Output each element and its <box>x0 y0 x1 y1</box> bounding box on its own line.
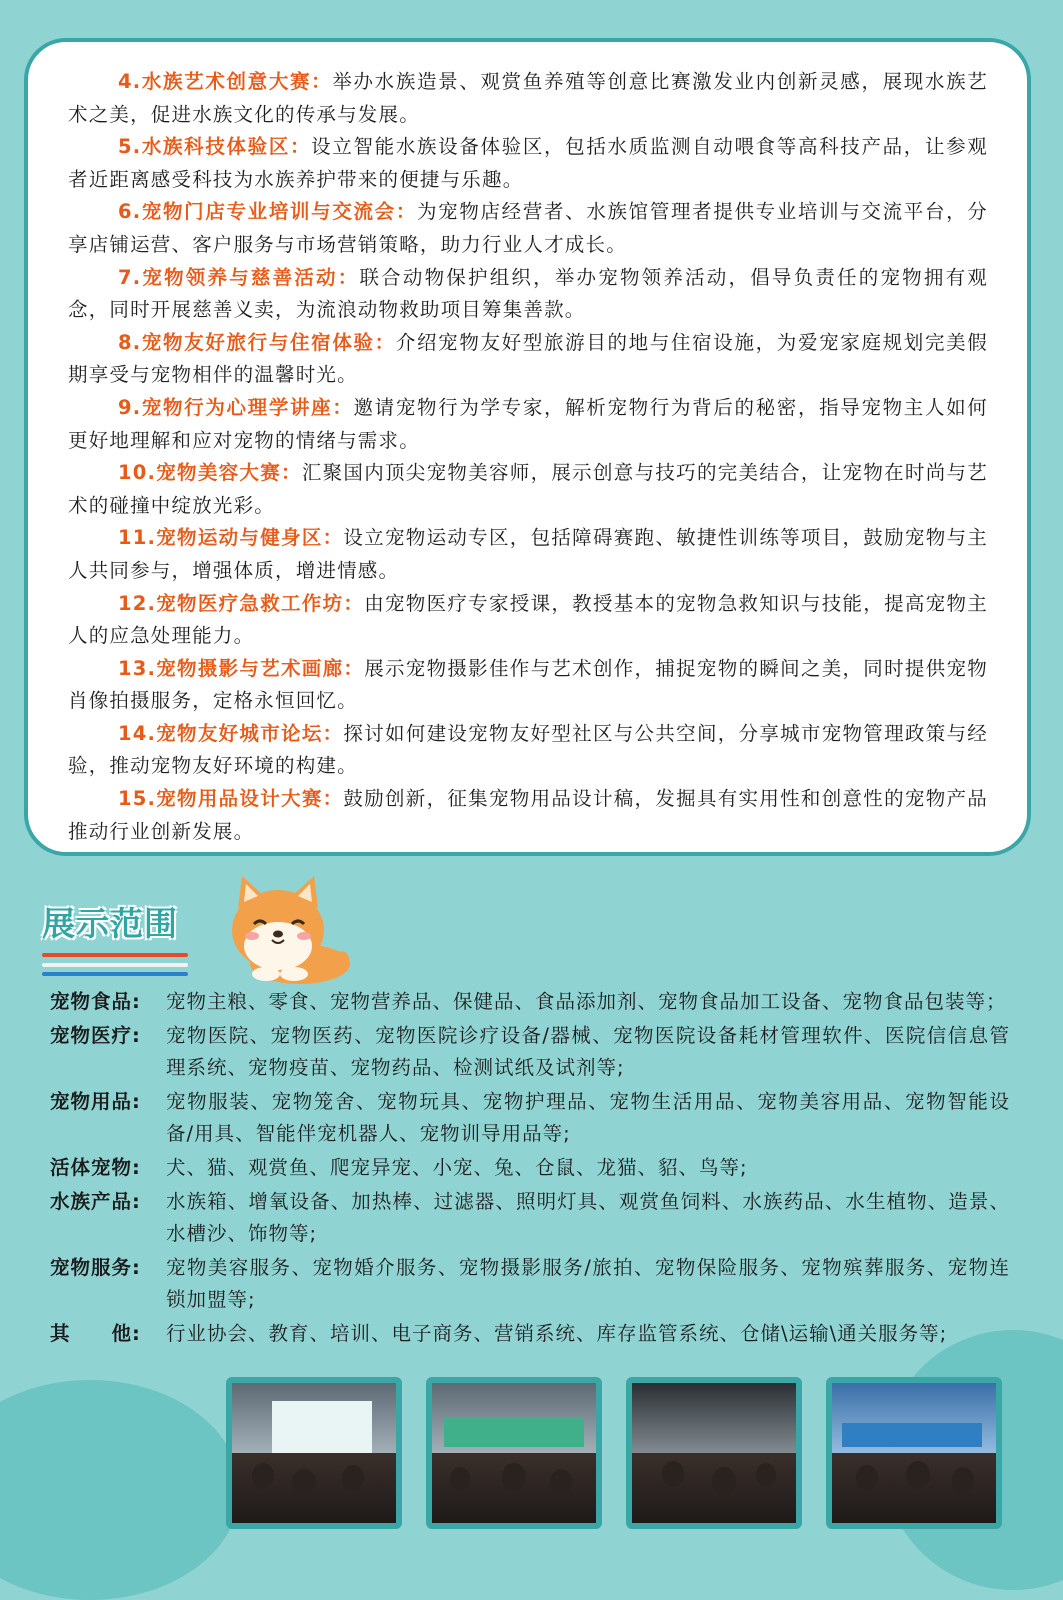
category-label: 活体宠物: <box>50 1155 141 1179</box>
expo-photo <box>826 1377 1002 1529</box>
event-title: 8.宠物友好旅行与住宿体验： <box>118 330 396 354</box>
expo-photo <box>426 1377 602 1529</box>
category-item <box>50 1186 1010 1251</box>
event-title: 14.宠物友好城市论坛： <box>118 721 344 745</box>
category-item <box>50 1152 1010 1185</box>
event-title: 9.宠物行为心理学讲座： <box>118 395 354 419</box>
event-description: 设立宠物运动专区，包括障碍赛跑、敏捷性训练等项目，鼓励宠物与主人共同参与，增强体质，增进情感。 <box>68 526 988 582</box>
event-title: 13.宠物摄影与艺术画廊： <box>118 656 365 680</box>
section-heading <box>42 898 202 978</box>
photo-strip <box>226 1377 1026 1535</box>
category-text: 宠物美容服务、宠物婚介服务、宠物摄影服务/旅拍、宠物保险服务、宠物殡葬服务、宠物连锁加盟等; <box>166 1255 1010 1312</box>
event-item <box>68 262 988 327</box>
event-item <box>68 457 988 522</box>
event-item <box>68 718 988 783</box>
event-item <box>68 588 988 653</box>
event-description: 联合动物保护组织，举办宠物领养活动，倡导负责任的宠物拥有观念，同时开展慈善义卖，为流浪动物救助项目筹集善款。 <box>68 265 988 322</box>
event-item <box>68 392 988 457</box>
event-description: 为宠物店经营者、水族馆管理者提供专业培训与交流平台，分享店铺运营、客户服务与市场营销策略，助力行业人才成长。 <box>68 200 988 256</box>
event-item <box>68 66 988 131</box>
expo-photo <box>226 1377 402 1529</box>
event-title: 10.宠物美容大赛： <box>118 461 302 485</box>
category-text: 宠物医院、宠物医药、宠物医院诊疗设备/器械、宠物医院设备耗材管理软件、医院信信息管理系统、宠物疫苗、宠物药品、检测试纸及试剂等; <box>166 1023 1010 1080</box>
event-description: 汇聚国内顶尖宠物美容师，展示创意与技巧的完美结合，让宠物在时尚与艺术的碰撞中绽放光彩。 <box>68 461 989 517</box>
event-description: 由宠物医疗专家授课，教授基本的宠物急救知识与技能，提高宠物主人的应急处理能力。 <box>68 591 988 648</box>
event-title: 15.宠物用品设计大赛： <box>118 787 344 811</box>
event-description: 展示宠物摄影佳作与艺术创作，捕捉宠物的瞬间之美，同时提供宠物肖像拍摄服务，定格永恒回忆。 <box>68 656 988 713</box>
category-label: 其 他: <box>50 1321 141 1345</box>
event-description: 探讨如何建设宠物友好型社区与公共空间，分享城市宠物管理政策与经验，推动宠物友好环境的构建。 <box>68 721 988 778</box>
divider-red <box>42 953 188 957</box>
category-text: 宠物主粮、零食、宠物营养品、保健品、食品添加剂、宠物食品加工设备、宠物食品包装等； <box>166 990 1007 1013</box>
event-item <box>68 196 988 261</box>
expo-photo <box>626 1377 802 1529</box>
category-item <box>50 1252 1010 1317</box>
event-title: 12.宠物医疗急救工作坊： <box>118 591 365 615</box>
category-text: 犬、猫、观赏鱼、爬宠异宠、小宠、兔、仓鼠、龙猫、貂、鸟等; <box>166 1155 748 1179</box>
divider-blue <box>42 972 188 976</box>
background-shape <box>0 1380 240 1600</box>
event-item <box>68 131 988 196</box>
category-list <box>50 986 1010 1352</box>
event-description: 举办水族造景、观赏鱼养殖等创意比赛激发业内创新灵感，展现水族艺术之美，促进水族文化的传承与发展。 <box>68 70 989 126</box>
event-title: 7.宠物领养与慈善活动： <box>118 265 360 289</box>
event-item <box>68 783 988 848</box>
category-label: 宠物用品: <box>50 1089 141 1113</box>
category-text: 宠物服装、宠物笼舍、宠物玩具、宠物护理品、宠物生活用品、宠物美容用品、宠物智能设备/用具、智能伴宠机器人、宠物训导用品等; <box>166 1089 1010 1146</box>
section-title: 展示范围 <box>42 904 178 943</box>
event-item <box>68 327 988 392</box>
event-title: 6.宠物门店专业培训与交流会： <box>118 200 417 224</box>
event-item <box>68 522 988 587</box>
category-item <box>50 1086 1010 1151</box>
event-title: 11.宠物运动与健身区： <box>118 526 344 550</box>
event-description: 介绍宠物友好型旅游目的地与住宿设施，为爱宠家庭规划完美假期享受与宠物相伴的温馨时光。 <box>68 330 988 387</box>
event-description: 鼓励创新，征集宠物用品设计稿，发掘具有实用性和创意性的宠物产品推动行业创新发展。 <box>68 787 988 843</box>
divider-white <box>42 963 188 967</box>
event-title: 4.水族艺术创意大赛： <box>118 70 333 93</box>
event-item <box>68 653 988 718</box>
category-item <box>50 1318 1010 1351</box>
category-label: 水族产品: <box>50 1189 141 1213</box>
category-text: 行业协会、教育、培训、电子商务、营销系统、库存监管系统、仓储\运输\通关服务等; <box>166 1321 948 1345</box>
event-title: 5.水族科技体验区： <box>118 135 312 159</box>
category-item <box>50 1020 1010 1085</box>
category-item <box>50 986 1010 1019</box>
event-description: 邀请宠物行为学专家，解析宠物行为背后的秘密，指导宠物主人如何更好地理解和应对宠物的情绪与需求。 <box>68 395 988 452</box>
event-description: 设立智能水族设备体验区，包括水质监测自动喂食等高科技产品，让参观者近距离感受科技为水族养护带来的便捷与乐趣。 <box>68 135 988 191</box>
shiba-dog-icon <box>208 872 358 984</box>
category-text: 水族箱、增氧设备、加热棒、过滤器、照明灯具、观赏鱼饲料、水族药品、水生植物、造景、水槽沙、饰物等; <box>166 1189 1010 1246</box>
events-card <box>24 38 1031 856</box>
events-list <box>68 66 988 848</box>
category-label: 宠物服务: <box>50 1255 141 1279</box>
category-label: 宠物食品: <box>50 990 141 1013</box>
category-label: 宠物医疗: <box>50 1023 141 1047</box>
